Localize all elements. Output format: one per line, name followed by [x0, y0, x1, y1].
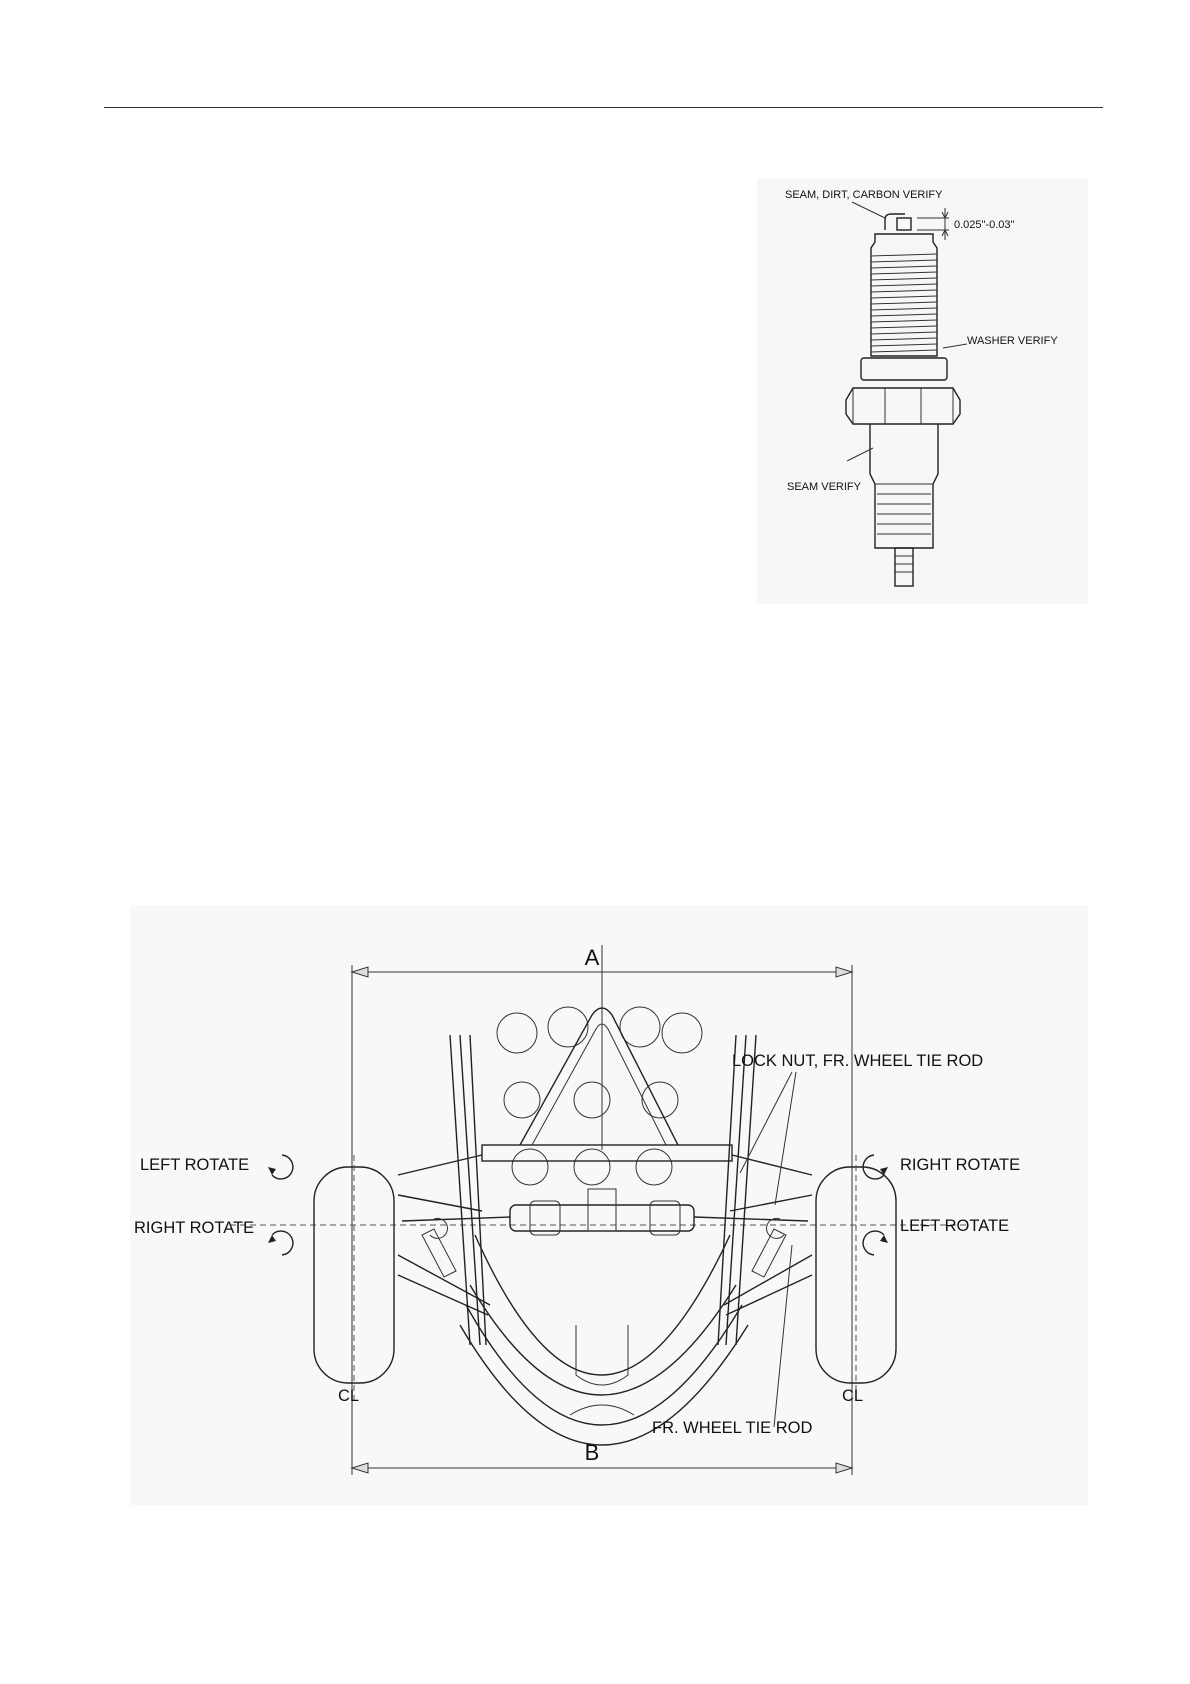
label-tie-rod: FR. WHEEL TIE ROD — [652, 1419, 813, 1437]
label-seam-dirt-carbon: SEAM, DIRT, CARBON VERIFY — [785, 189, 943, 201]
plug-threaded-body — [871, 234, 937, 356]
label-cl-right: CL — [842, 1387, 864, 1405]
steering-rack — [510, 1205, 694, 1231]
rotate-arrow-right-bottom — [863, 1231, 884, 1255]
plug-insulator — [870, 424, 938, 548]
plug-threads — [871, 254, 937, 352]
label-dim-a: A — [584, 945, 600, 970]
label-left-rotate-right: LEFT ROTATE — [900, 1217, 1010, 1235]
rotate-arrow-left-top — [272, 1155, 293, 1179]
spark-plug-figure — [757, 178, 1088, 604]
frame-circles — [497, 1007, 702, 1185]
label-lock-nut: LOCK NUT, FR. WHEEL TIE ROD — [732, 1052, 984, 1070]
label-gap: 0.025"-0.03" — [954, 219, 1015, 231]
header-rule — [104, 107, 1103, 108]
plug-terminal — [895, 548, 913, 586]
plug-ground-electrode — [885, 214, 905, 230]
rotate-arrow-left-bottom — [272, 1231, 293, 1255]
plug-hex — [846, 388, 960, 424]
label-left-rotate-left: LEFT ROTATE — [140, 1156, 250, 1174]
plug-electrode — [897, 218, 911, 230]
left-tie-rod — [402, 1217, 510, 1221]
label-cl-left: CL — [338, 1387, 360, 1405]
label-right-rotate-left: RIGHT ROTATE — [134, 1219, 255, 1237]
label-washer: WASHER VERIFY — [967, 335, 1058, 347]
spark-plug-drawing — [757, 178, 1088, 604]
label-right-rotate-right: RIGHT ROTATE — [900, 1156, 1021, 1174]
label-dim-b: B — [584, 1440, 600, 1465]
right-tie-rod — [694, 1217, 808, 1221]
tie-rod-drawing — [130, 905, 1088, 1505]
tie-rod-figure — [130, 905, 1088, 1505]
plug-washer — [861, 358, 947, 380]
label-seam: SEAM VERIFY — [787, 481, 861, 493]
